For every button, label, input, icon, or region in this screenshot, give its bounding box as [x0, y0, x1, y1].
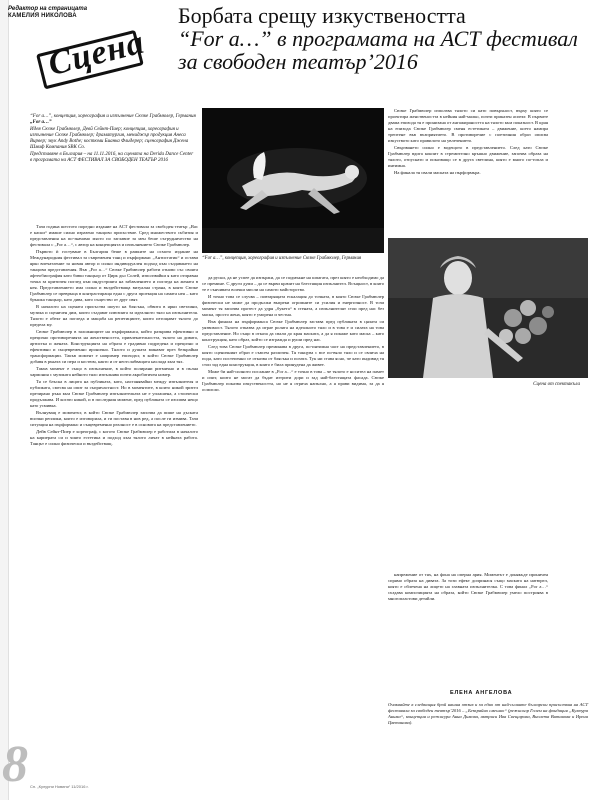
paragraph: Във финала на пърформанса Сюзке Грабмюлер застава пред публиката в цялата си уязвимост. Тялото отказва да играе ролята на идеалното тяло и в това е и силата на това представление. Но също в отказа да свали до края маската, а да я покаже като маска – като конструкция, като образ, който се изгражда и руши пред нас.	[202, 319, 384, 342]
editor-block	[8, 6, 118, 20]
photo-caption-2: Сцена от спектакъла	[533, 382, 580, 387]
editor-label: Редактор на страницата	[8, 6, 88, 12]
credit-line: “For a…”, концепция, хореография и изпълнение Сюзке Грабмюлер, Германия	[30, 114, 196, 119]
middle-text-column	[202, 275, 384, 394]
credit-title: „For a…”	[30, 120, 52, 126]
right-bottom-text-column	[388, 572, 548, 603]
paragraph: да руски, да не успее да изпържи, да се подмъкне на шпагата, през която е необходимо да се премине. С други думи – да се върви крачит на блестящия изпълнител. Всъщност, в която те е сънчивата всички мисли на самото майсторство.	[202, 275, 384, 292]
headline-line-3: за свободен театър’2016	[178, 49, 418, 74]
paragraph: След това Сюзке Грабмюлер преминава в друга, по-интимна част на представлението, в която сценичният образ е съвсем различен. Тя танцува с все по-вяло тяло и се свлича на пода, като постепенно се отказва от блясъка и позата. Тук ни става ясно, че като индивид тя стои зад една конструкция, в която е била принудена да живее.	[202, 344, 384, 367]
article-headline	[178, 4, 588, 73]
page-number: 8	[2, 736, 28, 793]
section-stamp-word: Сцена	[44, 23, 149, 84]
headline-line-2: “For a…” в програмата на АСТ фестивал	[178, 26, 578, 51]
footer-credit: Сп. „Кулурни Новини“ 11/2016 г.	[30, 784, 89, 789]
production-credits	[30, 114, 198, 164]
paragraph: Сюзке Грабмюлер използва тялото си като повърхност, върху която се проектира женствеността в нейния най-малко, почти приказен аспект. В първите двама епизода тя е пронизана от ангажираността на тялото към показност. В края на епизода Сюзке Грабмюлер сменя естетиката – движение, което намира трептене във възприятието. В противоречие с поетичния образ описва изкуството като правилото на увлечението.	[388, 108, 548, 143]
paragraph: Първото ѝ гостуване в България беше в рамките на осмото издание на Международния фестивал за съвременен танц и пърформанс „Антистатик“ и остави ярко впечатление за новия автор и силно индивидуален подход към създаването на танцови представления. Във „For a…“ Сюзке Грабмюлер работи отново със своята афтеобиография като бивш танцьор от Цирк дьо Солей, използвайки я като отправна точка за критичен поглед към индустрията на забавлението и погледа на жената в нея. Представлението има силно и въздействаща визуална страна, в която Сюзке Грабмюлер се превръща в контрастираща една с друга проекция на самата нея – като бръшка танцьор, като дива, като същество от друг свят.	[30, 249, 198, 302]
paragraph: Тази година шестото поредно издание на АСТ фестивала за свободен театър „Вас е каски“ имаше силно изразено танцово присъствие. Сред множеството събития и представления на по-значимо място по заглавие за мен беше сътрудничество на фестивала с „For a…“, с автор на концепцията и изпълнението Сюзке Грабмюлер.	[30, 224, 198, 247]
left-text-column	[30, 224, 198, 448]
paragraph: Сюзке Грабмюлер в заложниците на пърформанса, който разкрива ефективно и прецизно противоречията на женствеността, привлекателността, тялото на дивата, артистка и жената. Конструкцията на образа е градивно подредена и прецизно и ефективно и същевременно иронично. Тялото и душата минават през безкрайни трансформации. Такъв момент е например епизодът, в който Сюзке Грабмюлер добавя в ръката си пера и костюм, както и от неотслабващата наслада към тях.	[30, 329, 198, 364]
paragraph: Свързването силно е водещото в представлението. След като Сюзке Грабмюлер вдига кокпит в стремително кръшно движение, започва образа на тялото, отпуснато и показващо се в друга светлина, която е много по-топла и интимна.	[388, 145, 548, 168]
credit-line: Идея Сюзке Грабмюлер, Девй Сейнт-Пиер; концепция, хореография и изпълнение Сюзке Грабмюлер; драматургия, мениджър продукция Анеса Вирвер; звук Andy Bothe; костюми Бианка Флидерер; сценография Джена Шмиф Компания SBK Co.	[30, 126, 189, 151]
performance-photo-stage	[202, 108, 384, 253]
paragraph: На финала тя свали маската на пърформъра.	[394, 170, 481, 175]
article-author: ЕЛЕНА АНГЕЛОВА	[450, 690, 513, 696]
paragraph: Може би най-силното послание в „For a…“ е точно в това – че тялото е носител на памет и опит, които не могат да бъдат изтрити дори и зад най-блестящата фасада. Сюзке Грабмюлер показва изкуствеността, но не я отрича напълно, а я прави видима, за да я осмисли.	[202, 369, 384, 392]
paragraph: напрежение от тях, на фона на оперна ария. Моментът е донякъде ироничен спрямо образа на дивата. За този ефект допринася също маската на натюрел, която е облечена на лицето на главната изпълнителка. С това финал „For a…“ създава композицията на образа, който Сюзке Грабмюлер умело построява в многопластови детайли.	[388, 572, 548, 601]
editor-name: КАМЕЛИЯ НИКОЛОВА	[8, 13, 77, 19]
credit-line: Представяне в България – на 11.11.2016, на сцената на Derida Dance Center	[30, 151, 194, 157]
paragraph: Дейв Сейнт-Пиер е хореограф, с когото Сюзке Грабмюлер е работила в началото на кариерата си и чиято естетика и подход към тялото личат в нейната работа. Танцът е силно физически и въздействащ.	[30, 429, 198, 446]
left-edge-strip	[0, 0, 9, 800]
right-text-column	[388, 108, 548, 177]
paragraph: В началото на сцената присъства шоуто на блясъка, обвита в ярки светлини, музика и сценичен дим, които създават илюзията за идеалното тяло на изпълнителя. Тялото е обект на погледа и мащаба на репетициите, които изтощават тялото до предела му.	[30, 304, 198, 327]
photo-caption-1: “For a…”, концепция, хореография и изпълнение Сюзке Грабмюлер, Германия	[202, 256, 362, 261]
paragraph: Вълнуващ е моментът, в който Сюзке Грабмюлер започва да пише на дъската всички реплики, които е изговорила, и ги поставя в нов ред, а после ги измива. Тази ситуация на пърформанс и същевременно реалност е в основата на представлението.	[30, 410, 198, 427]
paragraph: Тя се блъска в лицата на публиката, като, настанявайки между изпълнителя и публиката, смесва на опит за съпричастност. Но в моментите, в които никой зрител презирано ръка към Сюзке Грабмюлер изпълнителката не е уплашена, а стоически продължава. И когато никой, и в последния момент, пред публиката се изсипва нещо като усмивка.	[30, 379, 198, 408]
paragraph: Такъв момент е също в изпълнение, в който полирани ритмично и в пълна хармония с музиката нейното тяло изпълнява почти акробатичен номер.	[30, 366, 198, 377]
credit-line: в програмата на АСТ ФЕСТИВАЛ ЗА СВОБОДЕН ТЕАТЪР 2016	[30, 158, 169, 164]
headline-line-1: Борбата срещу изкуствеността	[178, 3, 466, 28]
paragraph: И точно това се случва – повтарящата ескалация до точката, в която Сюзке Грабмюлер физически не може да продължи въпреки огромните си усилия и енергичност. В този момент тя започва протест да удря „букета“ в стената, а изпълнителят стои пред нас без маска, просто жена, която е уморена и честна.	[202, 294, 384, 317]
performance-photo-flowers	[388, 238, 588, 378]
section-stamp	[34, 23, 149, 90]
author-note: Очаквайте в следващия брой нашия отзив и за едно от най-силните български присъствия на АСТ фестивала за свободен театър’2016 – „Безкрайно смешно“ (режисьор Голем на фондация „Култура Анима“, концепция и режисура Анна Димова, актриси Ива Свещарова, Виолета Витанова и Ирена Цветанова).	[388, 702, 588, 725]
